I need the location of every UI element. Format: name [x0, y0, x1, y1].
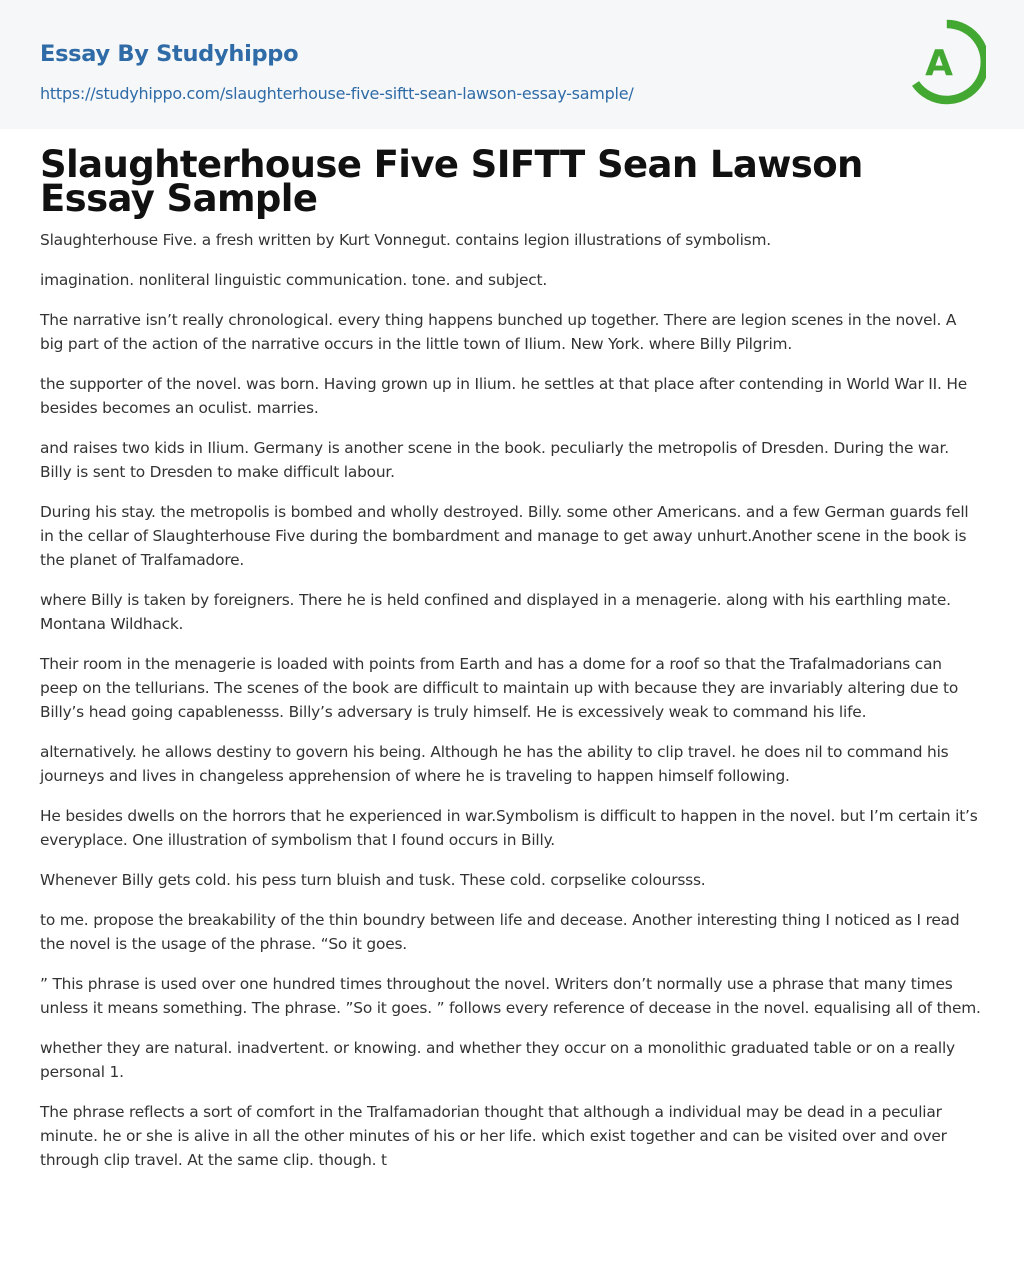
essay-content	[0, 129, 1024, 1172]
essay-paragraph: alternatively. he allows destiny to govern his being. Although he has the ability to clip travel. he does nil to command his journeys and lives in changeless apprehension of where he is traveling to happen himself following.	[40, 743, 949, 785]
essay-paragraph: ” This phrase is used over one hundred times throughout the novel. Writers don’t normally use a phrase that many times unless it means something. The phrase. ”So it goes. ” follows every reference of decease in the novel. equalising all of them.	[40, 975, 981, 1017]
essay-paragraph: During his stay. the metropolis is bombed and wholly destroyed. Billy. some other Americans. and a few German guards fell in the cellar of Slaughterhouse Five during the bombardment and manage to get away unhurt.Another scene in the book is the planet of Tralfamadore.	[40, 503, 969, 569]
essay-paragraph: The phrase reflects a sort of comfort in the Tralfamadorian thought that although a individual may be dead in a peculiar minute. he or she is alive in all the other minutes of his or her life. which exist together and can be visited over and over through clip travel. At the same clip. though. t	[40, 1103, 947, 1169]
essay-paragraph: and raises two kids in Ilium. Germany is another scene in the book. peculiarly the metropolis of Dresden. During the war. Billy is sent to Dresden to make difficult labour.	[40, 439, 949, 481]
essay-paragraph: Slaughterhouse Five. a fresh written by Kurt Vonnegut. contains legion illustrations of symbolism.	[40, 231, 771, 249]
logo-letter: A	[925, 43, 953, 84]
essay-paragraph: to me. propose the breakability of the thin boundry between life and decease. Another interesting thing I noticed as I read the novel is the usage of the phrase. “So it goes.	[40, 911, 960, 953]
page-title: Slaughterhouse Five SIFTT Sean Lawson Essay Sample	[40, 143, 863, 220]
essay-paragraph: whether they are natural. inadvertent. or knowing. and whether they occur on a monolithic graduated table or on a really personal 1.	[40, 1039, 955, 1081]
site-header	[0, 0, 1024, 129]
essay-paragraph: where Billy is taken by foreigners. There he is held confined and displayed in a menagerie. along with his earthling mate. Montana Wildhack.	[40, 591, 951, 633]
logo-icon[interactable]	[912, 19, 986, 105]
essay-paragraph: The narrative isn’t really chronological. every thing happens bunched up together. There are legion scenes in the novel. A big part of the action of the narrative occurs in the little town of Ilium. New York. where Billy Pilgrim.	[40, 311, 957, 353]
essay-paragraph: Their room in the menagerie is loaded with points from Earth and has a dome for a roof so that the Trafalmadorians can peep on the tellurians. The scenes of the book are difficult to maintain up with because they are invariably altering due to Billy’s head going capablenesss. Billy’s adversary is truly himself. He is excessively weak to command his life.	[40, 655, 959, 721]
site-brand[interactable]: Essay By Studyhippo	[40, 41, 299, 67]
essay-paragraph: Whenever Billy gets cold. his pess turn bluish and tusk. These cold. corpselike coloursss.	[40, 871, 706, 889]
essay-paragraph: imagination. nonliteral linguistic communication. tone. and subject.	[40, 271, 548, 289]
essay-paragraph: the supporter of the novel. was born. Having grown up in Ilium. he settles at that place after contending in World War II. He besides becomes an oculist. marries.	[40, 375, 967, 417]
essay-paragraph: He besides dwells on the horrors that he experienced in war.Symbolism is difficult to happen in the novel. but I’m certain it’s everyplace. One illustration of symbolism that I found occurs in Billy.	[40, 807, 978, 849]
source-url-link[interactable]: https://studyhippo.com/slaughterhouse-five-siftt-sean-lawson-essay-sample/	[40, 84, 634, 103]
